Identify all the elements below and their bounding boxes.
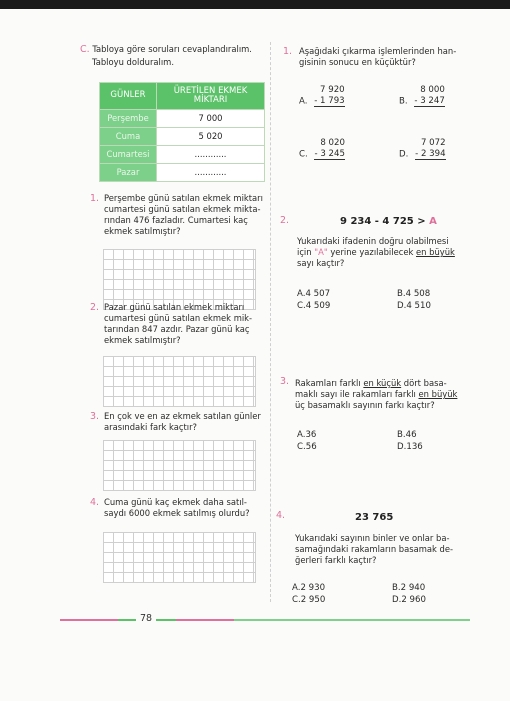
option-value: 46	[405, 430, 417, 440]
option-b[interactable]: B. 8 000 - 3 247	[399, 85, 445, 107]
instruction-line2: Tabloyu dolduralım.	[92, 56, 174, 67]
text-part: dört basa-	[401, 378, 447, 388]
option-a[interactable]	[297, 289, 330, 300]
right-question-1	[283, 46, 478, 68]
question-line: sayı kaçtır?	[297, 258, 345, 269]
section-letter: C.	[80, 44, 90, 55]
q4-text	[295, 533, 475, 566]
option-value: 4 508	[405, 289, 431, 299]
option-letter: A.	[297, 430, 306, 440]
option-letter: A.	[299, 96, 308, 107]
text-part: Rakamları farklı	[295, 378, 364, 388]
question-number: 2.	[90, 302, 100, 313]
option-b[interactable]	[397, 430, 417, 441]
question-line: tarından 847 azdır. Pazar günü kaç	[104, 324, 250, 335]
minuend: 8 020	[320, 138, 345, 148]
option-b[interactable]	[397, 289, 430, 300]
q4-number: 23 765	[355, 512, 394, 523]
option-c[interactable]	[297, 301, 330, 312]
option-value: 36	[305, 430, 317, 440]
option-letter: B.	[392, 583, 401, 593]
option-value: 4 507	[305, 289, 331, 299]
question-line: En çok ve en az ekmek satılan günler	[104, 411, 261, 421]
subtrahend: 3 245	[320, 149, 345, 160]
q3-text	[295, 378, 475, 411]
question-number: 2.	[280, 215, 290, 226]
option-a[interactable]	[292, 583, 325, 594]
option-value: 2 950	[300, 595, 326, 605]
answer-grid[interactable]	[103, 356, 256, 407]
option-letter: A.	[292, 583, 301, 593]
left-question-1	[90, 193, 270, 237]
text-part: için	[297, 247, 315, 258]
underlined-phrase: en büyük	[418, 389, 458, 400]
question-line: ğerleri farklı kaçtır?	[295, 555, 377, 566]
question-line: Cuma günü kaç ekmek daha satıl-	[104, 497, 247, 507]
footer-line-green	[234, 619, 470, 621]
question-line	[297, 247, 477, 258]
option-value: 136	[406, 442, 423, 452]
option-letter: C.	[297, 301, 306, 311]
question-line: samağındaki rakamların basamak de-	[295, 544, 454, 555]
table-row	[100, 146, 265, 164]
question-line: rından 476 fazladır. Cumartesi kaç	[104, 215, 248, 226]
minuend: 7 920	[320, 85, 345, 95]
table-row	[100, 110, 265, 128]
scan-top-edge	[0, 0, 510, 9]
footer-line-green	[156, 619, 176, 621]
variable-ref: "A"	[314, 247, 328, 258]
question-line: ekmek satılmıştır?	[104, 226, 181, 237]
day-cell: Cumartesi	[100, 146, 157, 164]
section-instruction	[80, 44, 270, 68]
table-row	[100, 128, 265, 146]
option-a[interactable]: A. 7 920 - 1 793	[299, 85, 345, 107]
option-letter: B.	[397, 289, 406, 299]
option-a[interactable]	[297, 430, 316, 441]
question-line: Perşembe günü satılan ekmek miktarı	[104, 193, 263, 203]
subtrahend: 2 394	[420, 149, 446, 160]
question-number: 4.	[90, 497, 100, 508]
footer-line-pink	[60, 619, 118, 621]
left-question-4	[90, 497, 270, 519]
question-number: 1.	[90, 193, 100, 204]
day-cell: Cuma	[100, 128, 157, 146]
option-d[interactable]	[397, 442, 423, 453]
footer-line-green	[118, 619, 136, 621]
header-amount-line1: ÜRETİLEN EKMEK	[173, 85, 248, 96]
option-value: 2 940	[400, 583, 426, 593]
header-amount-line2: MİKTARI	[193, 95, 228, 105]
question-number: 1.	[283, 46, 293, 57]
option-d[interactable]	[397, 301, 431, 312]
answer-grid[interactable]	[103, 532, 256, 583]
bread-table	[99, 82, 265, 182]
option-letter: C.	[292, 595, 301, 605]
option-letter: C.	[299, 149, 308, 160]
question-number: 3.	[90, 411, 100, 422]
question-line: arasındaki fark kaçtır?	[104, 422, 197, 433]
answer-grid[interactable]	[103, 249, 256, 310]
question-line: Aşağıdaki çıkarma işlemlerinden han-	[299, 46, 457, 56]
amount-cell: ............	[157, 146, 265, 164]
minuend: 7 072	[420, 138, 446, 148]
option-d[interactable]	[392, 595, 426, 606]
text-part: yerine yazılabilecek	[327, 247, 416, 258]
option-c[interactable]	[297, 442, 317, 453]
instruction-line1: Tabloya göre soruları cevaplandıralım.	[92, 44, 252, 54]
text-part: maklı sayı ile rakamları farklı	[295, 389, 419, 400]
option-b[interactable]	[392, 583, 425, 594]
table-header-amount	[157, 83, 265, 110]
footer-line-pink	[176, 619, 234, 621]
option-value: 4 509	[305, 301, 331, 311]
question-line: cumartesi günü satılan ekmek mikta-	[104, 204, 261, 215]
option-value: 2 960	[401, 595, 426, 605]
option-letter: A.	[297, 289, 306, 299]
option-letter: B.	[397, 430, 406, 440]
option-value: 56	[305, 442, 317, 452]
option-c[interactable]: C. 8 020 - 3 245	[299, 138, 345, 160]
expression-text: 9 234 - 4 725 >	[340, 216, 426, 227]
question-number: 3.	[280, 376, 290, 387]
underlined-phrase: en küçük	[363, 378, 402, 388]
table-header-days: GÜNLER	[100, 83, 157, 110]
subtrahend: 1 793	[320, 96, 345, 107]
option-letter: B.	[399, 96, 408, 107]
question-line: cumartesi günü satılan ekmek mik-	[104, 313, 253, 324]
question-line: ekmek satılmıştır?	[104, 335, 181, 346]
page-number: 78	[140, 613, 153, 624]
amount-cell: 5 020	[157, 128, 265, 146]
q2-text	[297, 236, 477, 269]
option-value: 2 930	[300, 583, 326, 593]
option-letter: C.	[297, 442, 306, 452]
option-d[interactable]: D. 7 072 - 2 394	[399, 138, 446, 160]
table-row	[100, 164, 265, 182]
column-divider	[270, 42, 271, 602]
question-line: Pazar günü satılan ekmek miktarı	[104, 302, 245, 312]
amount-cell: ............	[157, 164, 265, 182]
option-c[interactable]	[292, 595, 325, 606]
expression-variable: A	[429, 216, 437, 227]
option-letter: D.	[392, 595, 402, 605]
left-question-3	[90, 411, 270, 433]
question-number: 4.	[276, 510, 286, 521]
question-line: Yukarıdaki ifadenin doğru olabilmesi	[297, 236, 449, 246]
question-line: saydı 6000 ekmek satılmış olurdu?	[104, 508, 250, 519]
option-letter: D.	[397, 442, 407, 452]
option-value: 4 510	[406, 301, 431, 311]
subtrahend: 3 247	[420, 96, 445, 107]
question-line: Yukarıdaki sayının binler ve onlar ba-	[295, 533, 450, 543]
left-question-2	[90, 302, 270, 346]
q2-expression	[340, 215, 437, 228]
answer-grid[interactable]	[103, 440, 256, 491]
option-letter: D.	[399, 149, 409, 160]
question-line	[295, 378, 475, 389]
amount-cell: 7 000	[157, 110, 265, 128]
underlined-phrase: en büyük	[416, 247, 455, 258]
minuend: 8 000	[420, 85, 445, 95]
question-line	[295, 389, 475, 400]
day-cell: Perşembe	[100, 110, 157, 128]
question-line: üç basamaklı sayının farkı kaçtır?	[295, 400, 435, 411]
option-letter: D.	[397, 301, 407, 311]
day-cell: Pazar	[100, 164, 157, 182]
question-line: gisinin sonucu en küçüktür?	[299, 57, 416, 68]
